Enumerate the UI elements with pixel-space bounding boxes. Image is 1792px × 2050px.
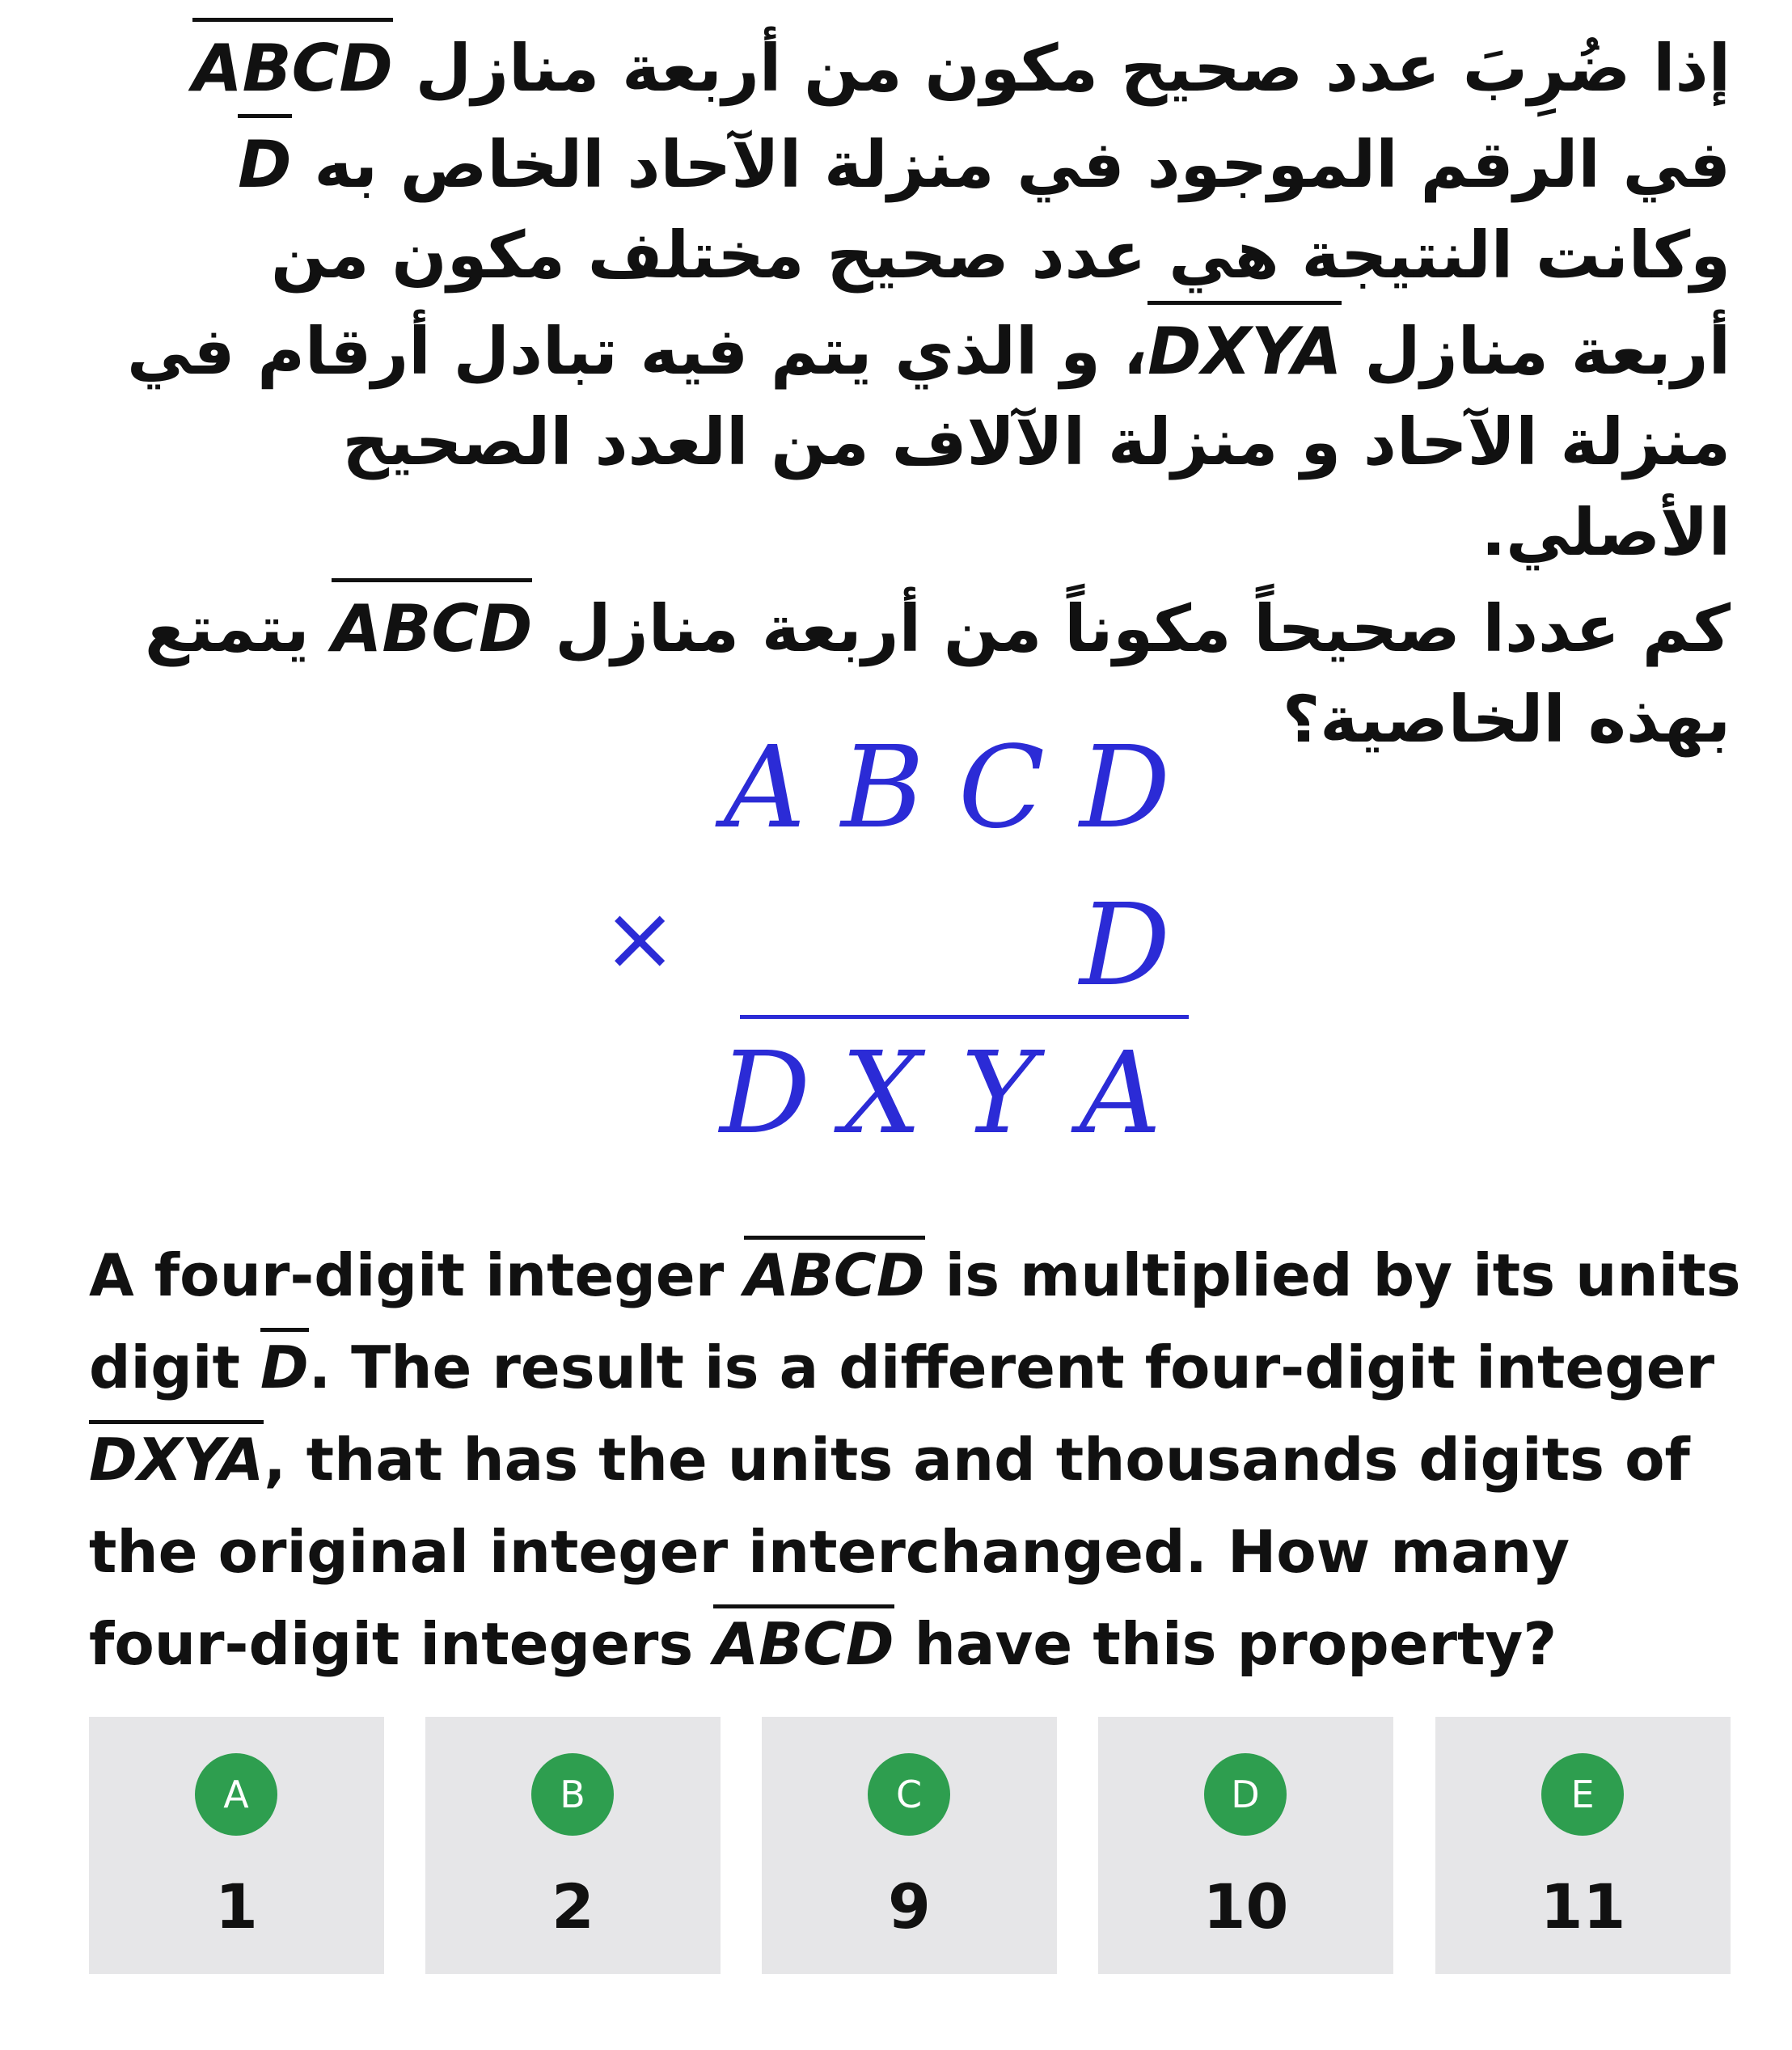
choice-value: 10	[1202, 1870, 1289, 1942]
figure-digit-result: A	[1080, 1028, 1162, 1160]
overlined-variable: DXYA	[89, 1420, 264, 1494]
overlined-variable: ABCD	[332, 578, 532, 674]
question-text: في الرقم الموجود في منزلة الآحاد الخاص به	[291, 127, 1731, 202]
overlined-variable: ABCD	[192, 18, 393, 114]
question-text: A four-digit integer	[89, 1241, 745, 1309]
figure-digit-top: D	[1080, 722, 1171, 854]
overlined-variable: D	[260, 1328, 309, 1401]
figure-digit-result: D	[720, 1028, 811, 1160]
figure-divider-line	[740, 1015, 1189, 1019]
answer-choice-e[interactable]	[1435, 1717, 1731, 1974]
choice-letter-badge: D	[1204, 1753, 1287, 1836]
figure-digit-top: B	[841, 722, 924, 854]
choice-letter-badge: C	[868, 1753, 950, 1836]
figure-multiplier-digit: D	[1080, 880, 1171, 1012]
figure-digit-top: A	[724, 722, 806, 854]
overlined-variable: D	[238, 114, 291, 210]
question-text: وكانت النتيجة هي عدد صحيح مختلف مكون من أربعة منازل	[271, 218, 1731, 389]
answer-choices	[89, 1717, 1731, 1974]
question-text: . The result is a different four-digit integer	[308, 1334, 1715, 1401]
answer-choice-a[interactable]	[89, 1717, 384, 1974]
figure-digit-top: C	[958, 722, 1046, 854]
question-text: يتمتع بهذه الخاصية؟	[144, 591, 1731, 757]
question-text: have this property?	[894, 1610, 1557, 1678]
choice-value: 1	[215, 1870, 258, 1942]
choice-value: 2	[552, 1870, 594, 1942]
answer-choice-d[interactable]	[1098, 1717, 1393, 1974]
overlined-variable: ABCD	[713, 1604, 894, 1678]
question-text: is multiplied by its units digit	[89, 1241, 1741, 1401]
choice-value: 9	[888, 1870, 931, 1942]
multiply-sign: ×	[602, 886, 678, 990]
choice-letter-badge: E	[1541, 1753, 1624, 1836]
question-text: كم عددا صحيحاً مكوناً من أربعة منازل	[532, 591, 1731, 666]
question-english-paragraph	[89, 1229, 1747, 1690]
figure-digit-result: X	[841, 1028, 922, 1160]
choice-letter-badge: B	[531, 1753, 614, 1836]
answer-choice-b[interactable]	[425, 1717, 721, 1974]
overlined-variable: DXYA	[1147, 301, 1342, 397]
answer-choice-c[interactable]	[762, 1717, 1057, 1974]
question-english	[89, 1229, 1747, 1690]
overlined-variable: ABCD	[744, 1236, 924, 1309]
choice-value: 11	[1540, 1870, 1626, 1942]
question-text: ، و الذي يتم فيه تبادل أرقام في منزلة الآحاد و منزلة الآلاف من العدد الصحيح الأصلي.	[127, 314, 1731, 570]
figure-digit-result: Y	[961, 1028, 1037, 1160]
choice-letter-badge: A	[195, 1753, 277, 1836]
question-text: إذا ضُرِبَ عدد صحيح مكون من أربعة منازل	[392, 31, 1731, 106]
question-text: , that has the units and thousands digits of the original integer interchanged. How many four-digit integers	[89, 1426, 1690, 1678]
